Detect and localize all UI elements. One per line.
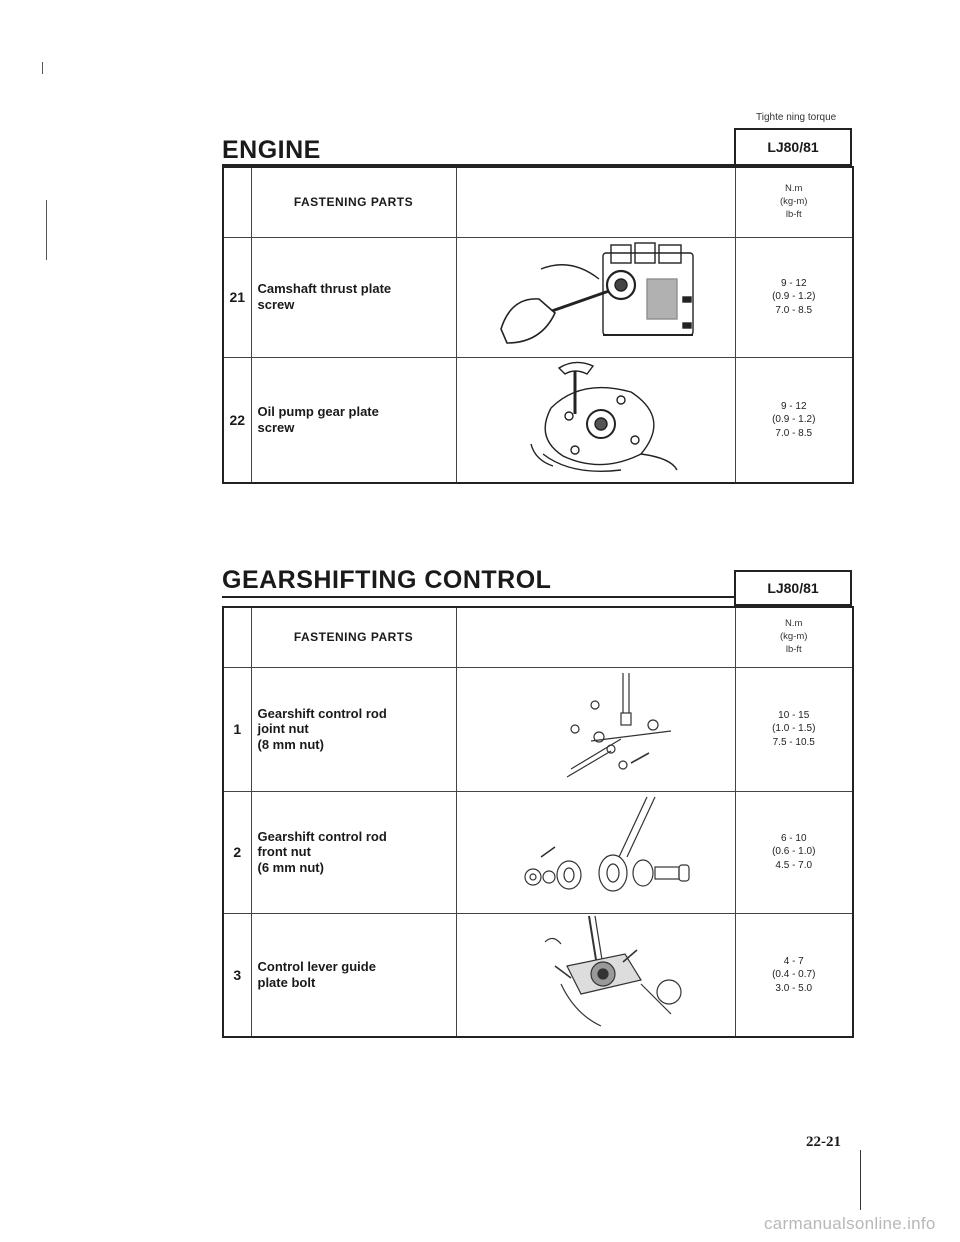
unit-line: (kg-m) xyxy=(780,630,808,642)
table-row xyxy=(223,237,853,357)
torque-value xyxy=(735,357,853,483)
table-header-row xyxy=(223,607,853,667)
torque-line: 10 - 15 xyxy=(778,709,810,721)
fastening-parts-header: FASTENING PARTS xyxy=(251,167,456,237)
row-number: 1 xyxy=(223,667,251,791)
row-number: 3 xyxy=(223,913,251,1037)
torque-line: 6 - 10 xyxy=(780,832,807,844)
torque-line: (0.6 - 1.0) xyxy=(772,846,816,858)
gearshift-section-title: GEARSHIFTING CONTROL xyxy=(222,566,552,594)
torque-line: (1.0 - 1.5) xyxy=(772,723,816,735)
torque-value xyxy=(735,237,853,357)
torque-line: (0.9 - 1.2) xyxy=(772,414,816,425)
image-header-cell xyxy=(456,167,735,237)
front-nut-illustration xyxy=(456,791,735,913)
torque-line: (0.4 - 0.7) xyxy=(772,969,816,980)
torque-line: 7.5 - 10.5 xyxy=(772,736,815,748)
row-number: 2 xyxy=(223,791,251,913)
torque-value xyxy=(735,913,853,1037)
torque-label: Tighte ning torque xyxy=(756,112,837,123)
part-name xyxy=(251,667,456,791)
front-nut-illustration-svg xyxy=(471,793,721,907)
engine-torque-table xyxy=(222,166,854,484)
row-number: 21 xyxy=(223,237,251,357)
part-name-line: Control lever guide xyxy=(257,959,376,975)
guide-plate-illustration-svg xyxy=(471,914,721,1030)
oil-pump-gear-plate-illustration xyxy=(456,357,735,483)
fastening-parts-header: FASTENING PARTS xyxy=(251,607,456,667)
camshaft-illustration-svg xyxy=(471,239,721,351)
camshaft-thrust-plate-illustration xyxy=(456,237,735,357)
part-name xyxy=(251,791,456,913)
torque-line: 7.0 - 8.5 xyxy=(775,304,813,316)
table-row xyxy=(223,357,853,483)
unit-line: N.m xyxy=(785,183,803,195)
part-name-line: screw xyxy=(257,297,295,312)
image-header-cell xyxy=(456,607,735,667)
torque-line: 9 - 12 xyxy=(780,277,807,289)
part-name-line: Gearshift control rod xyxy=(257,828,387,844)
row-number: 22 xyxy=(223,357,251,483)
unit-line: lb-ft xyxy=(785,208,802,220)
right-edge-rule xyxy=(860,1150,861,1210)
joint-nut-illustration xyxy=(456,667,735,791)
gearshift-title-rule xyxy=(222,596,734,598)
page-number: 22-21 xyxy=(806,1134,841,1150)
table-row xyxy=(223,791,853,913)
part-name xyxy=(251,913,456,1037)
torque-line: 9 - 12 xyxy=(780,400,807,412)
part-name-line: plate bolt xyxy=(257,974,316,990)
torque-line: (0.9 - 1.2) xyxy=(772,291,816,303)
part-name-line: Gearshift control rod xyxy=(257,705,387,721)
part-name-line: screw xyxy=(257,419,295,435)
unit-line: lb-ft xyxy=(785,643,802,655)
unit-line: (kg-m) xyxy=(780,195,808,207)
part-name-line: Oil pump gear plate xyxy=(257,404,379,420)
torque-value xyxy=(735,667,853,791)
torque-line: 3.0 - 5.0 xyxy=(775,982,813,994)
part-name-line: (6 mm nut) xyxy=(257,859,324,875)
part-name xyxy=(251,237,456,357)
torque-line: 4.5 - 7.0 xyxy=(775,859,813,871)
num-header-cell xyxy=(223,607,251,667)
margin-mark xyxy=(46,200,47,260)
engine-section-title: ENGINE xyxy=(222,136,321,164)
table-row xyxy=(223,913,853,1037)
torque-line: 4 - 7 xyxy=(783,955,804,967)
unit-header xyxy=(735,167,853,237)
part-name-line: joint nut xyxy=(257,721,309,737)
oil-pump-illustration-svg xyxy=(471,358,721,476)
unit-header xyxy=(735,607,853,667)
joint-nut-illustration-svg xyxy=(471,669,721,785)
gearshift-model-box: LJ80/81 xyxy=(734,570,852,606)
part-name-line: Camshaft thrust plate xyxy=(257,281,392,297)
table-header-row xyxy=(223,167,853,237)
unit-line: N.m xyxy=(785,618,803,630)
watermark: carmanualsonline.info xyxy=(764,1214,936,1233)
engine-model-box: LJ80/81 xyxy=(734,128,852,166)
table-row xyxy=(223,667,853,791)
part-name xyxy=(251,357,456,483)
margin-mark xyxy=(42,62,43,74)
num-header-cell xyxy=(223,167,251,237)
torque-line: 7.0 - 8.5 xyxy=(775,427,813,439)
part-name-line: (8 mm nut) xyxy=(257,736,324,752)
gearshift-torque-table xyxy=(222,606,854,1038)
torque-value xyxy=(735,791,853,913)
part-name-line: front nut xyxy=(257,844,311,860)
guide-plate-bolt-illustration xyxy=(456,913,735,1037)
